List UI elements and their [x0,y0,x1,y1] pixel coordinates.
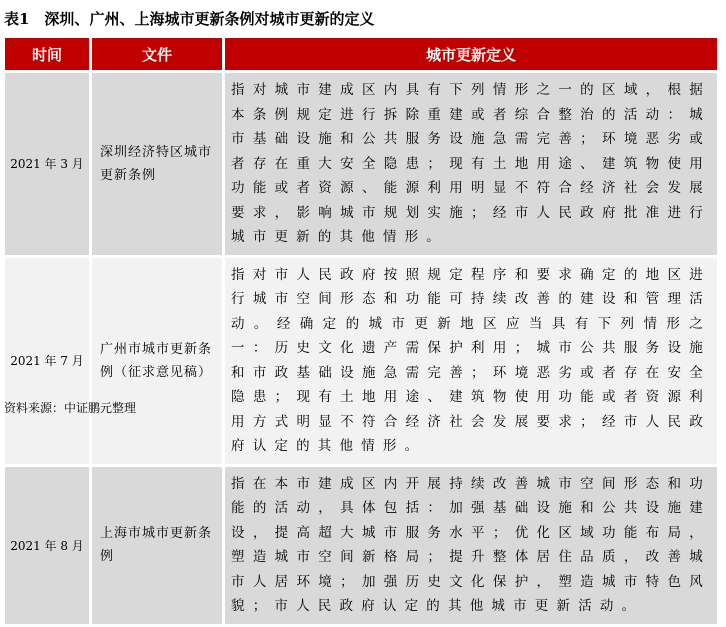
header-row [5,38,717,70]
source-note: 资料来源：中证鹏元整理 [4,401,137,415]
table-title: 表1 深圳、广州、上海城市更新条例对城市更新的定义 [4,10,375,28]
table-row [5,73,717,255]
header-document: 文件 [92,38,222,70]
table-row [5,258,717,464]
table-row [5,467,717,624]
header-definition: 城市更新定义 [225,38,717,70]
header-time: 时间 [5,38,89,70]
cell-definition: 指对城市建成区内具有下列情形之一的区域，根据本条例规定进行拆除重建或者综合整治的活动：城市基础设施和公共服务设施急需完善；环境恶劣或者存在重大安全隐患；现有土地用途、建筑物使用功能或者资源、能源利用明显不符合经济社会发展要求，影响城市规划实施；经市人民政府批准进行城市更新的其他情形。 [225,73,717,255]
definition-table [2,35,720,627]
cell-date: 2021 年 8 月 [5,467,89,624]
cell-document: 上海市城市更新条例 [92,467,222,624]
cell-definition: 指对市人民政府按照规定程序和要求确定的地区进行城市空间形态和功能可持续改善的建设和管理活动。经确定的城市更新地区应当具有下列情形之一：历史文化遗产需保护利用；城市公共服务设施和市政基础设施急需完善；环境恶劣或者存在安全隐患；现有土地用途、建筑物使用功能或者资源利用方式明显不符合经济社会发展要求；经市人民政府认定的其他情形。 [225,258,717,464]
cell-date: 2021 年 7 月 [5,258,89,464]
cell-date: 2021 年 3 月 [5,73,89,255]
cell-document: 广州市城市更新条例（征求意见稿） [92,258,222,464]
cell-definition: 指在本市建成区内开展持续改善城市空间形态和功能的活动，具体包括：加强基础设施和公共设施建设，提高超大城市服务水平；优化区域功能布局，塑造城市空间新格局；提升整体居住品质，改善城市人居环境；加强历史文化保护，塑造城市特色风貌；市人民政府认定的其他城市更新活动。 [225,467,717,624]
cell-document: 深圳经济特区城市更新条例 [92,73,222,255]
